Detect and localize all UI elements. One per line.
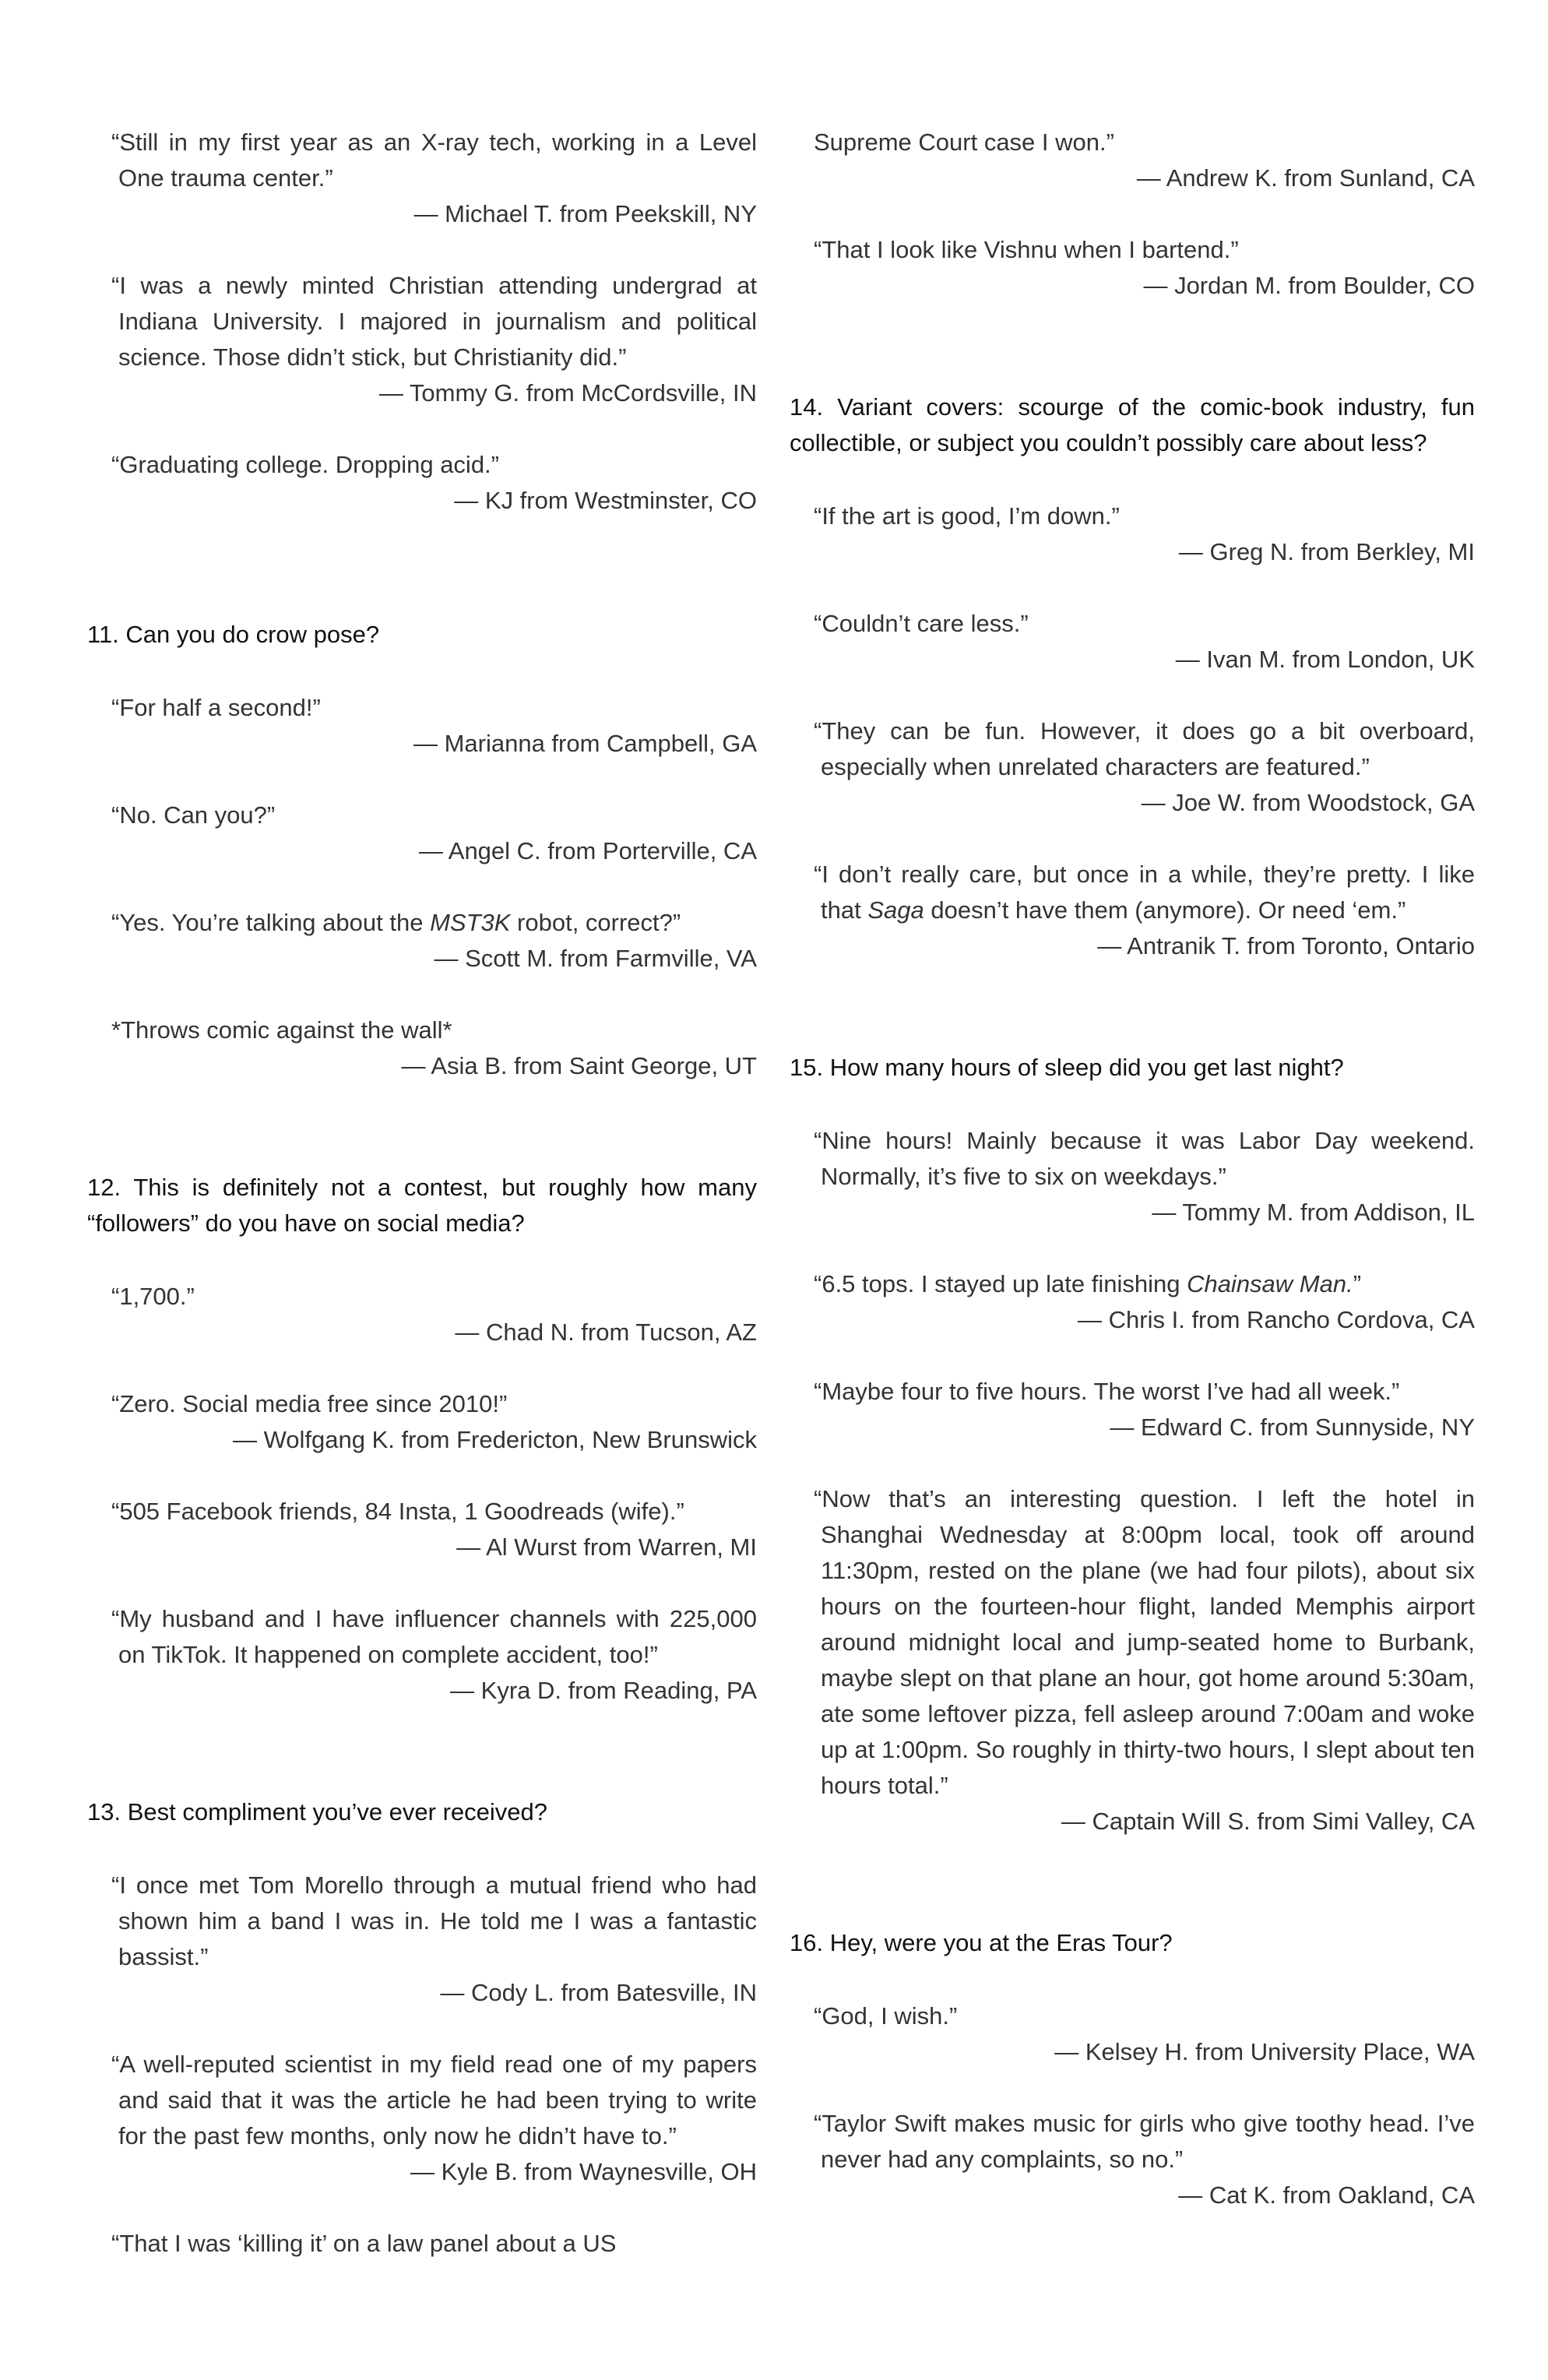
- answer-block: [790, 125, 1475, 196]
- italic-title: Saga: [867, 896, 924, 924]
- answer-block: [790, 1998, 1475, 2070]
- answer-attribution: — Angel C. from Porterville, CA: [418, 837, 757, 864]
- answer-attribution: — Chris I. from Rancho Cordova, CA: [1078, 1306, 1475, 1333]
- answer-text: “Taylor Swift makes music for girls who give toothy head. I’ve never had any complaints, so no.”: [814, 2110, 1475, 2173]
- answer-attribution: — Captain Will S. from Simi Valley, CA: [1061, 1808, 1475, 1835]
- answer-attribution: — Michael T. from Peekskill, NY: [413, 200, 757, 227]
- answer-block: [87, 125, 757, 232]
- answer-text: “Yes. You’re talking about the MST3K robot, correct?”: [111, 909, 681, 936]
- answer-text: “They can be fun. However, it does go a bit overboard, especially when unrelated characters are featured.”: [814, 717, 1475, 780]
- answer-block: [790, 232, 1475, 304]
- answer-text: “A well-reputed scientist in my field read one of my papers and said that it was the article he had been trying to write for the past few months, only now he didn’t have to.”: [111, 2051, 757, 2149]
- answer-attribution: — Joe W. from Woodstock, GA: [1141, 789, 1475, 816]
- answer-block: [87, 268, 757, 411]
- answer-attribution: — Kelsey H. from University Place, WA: [1054, 2038, 1475, 2065]
- answer-block: [790, 606, 1475, 678]
- answer-block: [87, 1279, 757, 1350]
- answer-block: [790, 1266, 1475, 1338]
- answer-text: “I was a newly minted Christian attending undergrad at Indiana University. I majored in journalism and political science. Those didn’t stick, but Christianity did.”: [111, 272, 757, 371]
- answer-text: “That I was ‘killing it’ on a law panel about a US: [111, 2230, 617, 2257]
- answer-attribution: — Ivan M. from London, UK: [1175, 646, 1475, 673]
- question-15: 15. How many hours of sleep did you get last night?: [790, 1054, 1344, 1081]
- question-11: 11. Can you do crow pose?: [87, 621, 380, 648]
- answer-block: [87, 690, 757, 762]
- answer-block: [790, 1374, 1475, 1445]
- answer-text: “Nine hours! Mainly because it was Labor Day weekend. Normally, it’s five to six on weekdays.”: [814, 1127, 1475, 1190]
- question-13: 13. Best compliment you’ve ever received?: [87, 1798, 548, 1825]
- answer-text: “If the art is good, I’m down.”: [814, 502, 1120, 530]
- answer-block: [87, 1494, 757, 1565]
- answer-attribution: — Wolfgang K. from Fredericton, New Brunswick: [232, 1426, 757, 1453]
- answer-block: [87, 1601, 757, 1709]
- right-column: [790, 125, 1475, 2249]
- answer-attribution: — Antranik T. from Toronto, Ontario: [1097, 932, 1475, 959]
- answer-text: *Throws comic against the wall*: [111, 1016, 452, 1044]
- answer-attribution: — Chad N. from Tucson, AZ: [455, 1319, 757, 1346]
- answer-text: “I don’t really care, but once in a while, they’re pretty. I like that Saga doesn’t have them (anymore). Or need ‘em.”: [814, 861, 1475, 924]
- question-16: 16. Hey, were you at the Eras Tour?: [790, 1929, 1173, 1956]
- answer-attribution: — Marianna from Campbell, GA: [413, 730, 757, 757]
- answer-attribution: — Jordan M. from Boulder, CO: [1143, 272, 1475, 299]
- answer-block: [790, 857, 1475, 964]
- answer-text: “For half a second!”: [111, 694, 321, 721]
- answer-block: [87, 2047, 757, 2190]
- answer-attribution: — Scott M. from Farmville, VA: [434, 945, 757, 972]
- answer-text: “1,700.”: [111, 1283, 195, 1310]
- answer-text: “God, I wish.”: [814, 2002, 958, 2030]
- answer-attribution: — Kyle B. from Waynesville, OH: [410, 2158, 757, 2185]
- answer-attribution: — Edward C. from Sunnyside, NY: [1110, 1414, 1475, 1441]
- question-14: 14. Variant covers: scourge of the comic-book industry, fun collectible, or subject you couldn’t possibly care about less?: [790, 393, 1475, 456]
- answer-attribution: — Al Wurst from Warren, MI: [456, 1533, 757, 1561]
- answer-attribution: — Kyra D. from Reading, PA: [450, 1677, 757, 1704]
- answer-attribution: — Tommy G. from McCordsville, IN: [378, 379, 757, 407]
- answer-attribution: — Tommy M. from Addison, IL: [1152, 1199, 1475, 1226]
- answer-attribution: — Asia B. from Saint George, UT: [401, 1052, 757, 1079]
- answer-block: [87, 447, 757, 519]
- answer-block: [790, 2106, 1475, 2213]
- answer-block: [87, 1386, 757, 1458]
- answer-text: “Maybe four to five hours. The worst I’ve had all week.”: [814, 1378, 1400, 1405]
- answer-text: “Zero. Social media free since 2010!”: [111, 1390, 508, 1417]
- answer-block: [790, 498, 1475, 570]
- italic-title: MST3K: [430, 909, 511, 936]
- answer-text: “My husband and I have influencer channels with 225,000 on TikTok. It happened on complete accident, too!”: [111, 1605, 757, 1668]
- answer-block: [790, 713, 1475, 821]
- answer-text: “Graduating college. Dropping acid.”: [111, 451, 499, 478]
- answer-block: [87, 905, 757, 977]
- answer-text: “I once met Tom Morello through a mutual friend who had shown him a band I was in. He told me I was a fantastic bassist.”: [111, 1871, 757, 1970]
- answer-attribution: — Greg N. from Berkley, MI: [1178, 538, 1475, 565]
- answer-block: [87, 2226, 757, 2262]
- answer-attribution: — Andrew K. from Sunland, CA: [1136, 164, 1475, 192]
- answer-attribution: — Cat K. from Oakland, CA: [1178, 2181, 1475, 2209]
- italic-title: Chainsaw Man.: [1187, 1270, 1353, 1297]
- left-column: [87, 125, 757, 2297]
- answer-text: “Now that’s an interesting question. I left the hotel in Shanghai Wednesday at 8:00pm local, took off around 11:30pm, rested on the plane (we had four pilots), about six hours on the fourteen-hour flight, landed Memphis airport around midnight local and jump-seated home to Burbank, maybe slept on that plane an hour, got home around 5:30am, ate some leftover pizza, fell asleep around 7:00am and woke up at 1:00pm. So roughly in thirty-two hours, I slept about ten hours total.”: [814, 1485, 1475, 1799]
- answer-text: “Couldn’t care less.”: [814, 610, 1029, 637]
- answer-attribution: — Cody L. from Batesville, IN: [440, 1979, 757, 2006]
- answer-text: “No. Can you?”: [111, 801, 276, 829]
- answer-block: [790, 1481, 1475, 1840]
- question-12: 12. This is definitely not a contest, but roughly how many “followers” do you have on social media?: [87, 1174, 757, 1237]
- answer-text: “505 Facebook friends, 84 Insta, 1 Goodreads (wife).”: [111, 1498, 684, 1525]
- answer-text: “That I look like Vishnu when I bartend.”: [814, 236, 1239, 263]
- answer-block: [87, 797, 757, 869]
- answer-block: [87, 1012, 757, 1084]
- answer-text: “6.5 tops. I stayed up late finishing Chainsaw Man.”: [814, 1270, 1362, 1297]
- answer-text: Supreme Court case I won.”: [814, 129, 1114, 156]
- answer-attribution: — KJ from Westminster, CO: [454, 487, 757, 514]
- answer-block: [87, 1868, 757, 2011]
- answer-text: “Still in my first year as an X-ray tech, working in a Level One trauma center.”: [111, 129, 757, 192]
- answer-block: [790, 1123, 1475, 1230]
